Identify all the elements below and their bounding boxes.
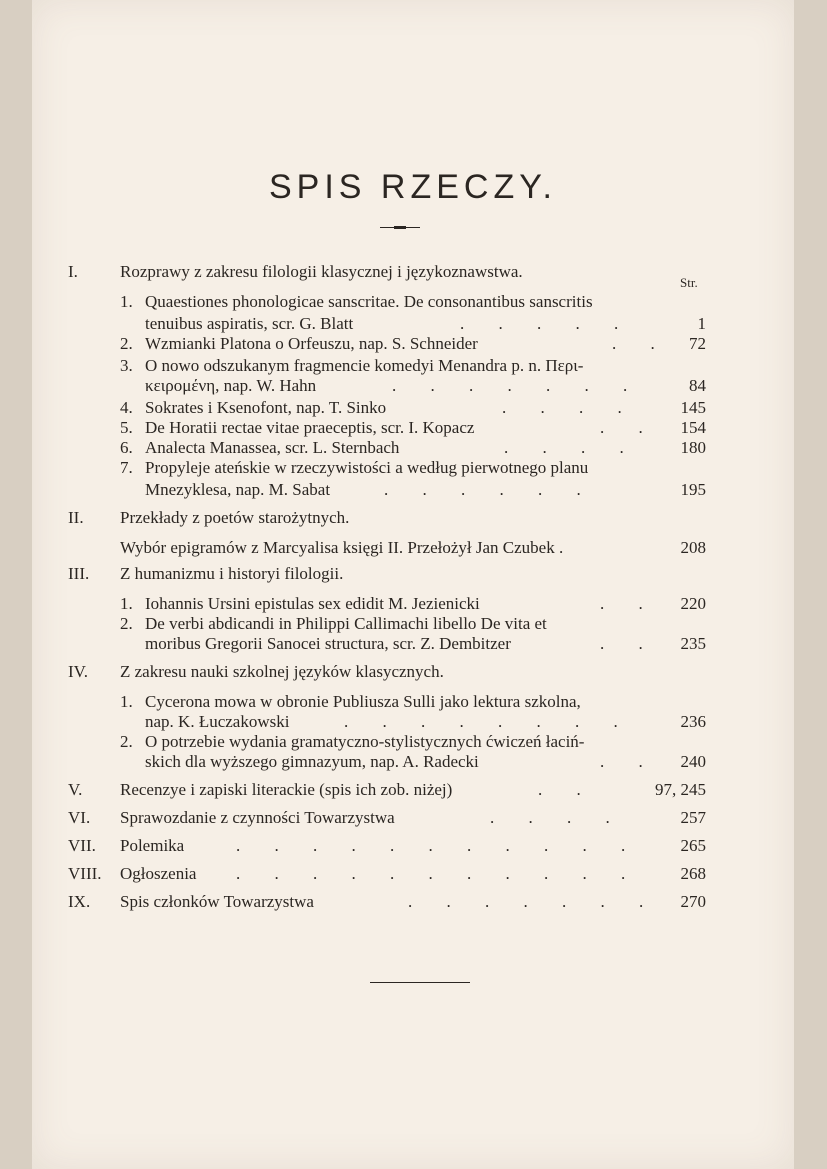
item-title: De Horatii rectae vitae praeceptis, scr. I. Kopacz (145, 418, 475, 437)
item-number: 2. (120, 614, 133, 633)
section-numeral: VI. (68, 808, 91, 827)
item-title-cont: moribus Gregorii Sanocei structura, scr. Z. Dembitzer (145, 634, 511, 653)
item-number: 1. (120, 594, 133, 613)
item-number: 7. (120, 458, 133, 477)
item-title-cont: Mnezyklesa, nap. M. Sabat (145, 480, 331, 499)
item-title: Analecta Manassea, scr. L. Sternbach (145, 438, 400, 457)
page-number: 145 (680, 398, 706, 417)
leader-dots: . . (600, 634, 658, 653)
item-title: O nowo odszukanym fragmencie komedyi Menandra p. n. Περι- (145, 356, 584, 375)
page-number: 268 (680, 864, 706, 883)
section-heading: Przekłady z poetów starożytnych. (120, 508, 350, 527)
page-number: 195 (680, 480, 706, 499)
leader-dots: . . . . . (460, 314, 634, 333)
section-numeral: III. (68, 564, 90, 583)
page-number: 265 (680, 836, 706, 855)
leader-dots: . . . . . . . . . . . (236, 864, 641, 883)
item-title: De verbi abdicandi in Philippi Callimachi libello De vita et (145, 614, 547, 633)
page-number: 235 (680, 634, 706, 653)
page-number: 154 (680, 418, 706, 437)
section-numeral: VII. (68, 836, 96, 855)
leader-dots: . . . . (502, 398, 637, 417)
leader-dots: . . . . . . . (392, 376, 643, 395)
item-number: 3. (120, 356, 133, 375)
section-heading: Z humanizmu i historyi filologii. (120, 564, 344, 583)
section-numeral: VIII. (68, 864, 102, 883)
page-number: 240 (680, 752, 706, 771)
leader-dots: . . . . . . (384, 480, 596, 499)
item-title: Wybór epigramów z Marcyalisa księgi II. Przełożył Jan Czubek . (120, 538, 564, 557)
page-number: 270 (680, 892, 706, 911)
item-title-cont: tenuibus aspiratis, scr. G. Blatt (145, 314, 354, 333)
section-title: Recenzye i zapiski literackie (spis ich zob. niżej) (120, 780, 453, 799)
leader-dots: . . (600, 752, 658, 771)
section-numeral: I. (68, 262, 78, 281)
section-title: Spis członków Towarzystwa (120, 892, 314, 911)
leader-dots: . . . . (490, 808, 625, 827)
leader-dots: . . . . . . . . (344, 712, 633, 731)
item-number: 5. (120, 418, 133, 437)
section-title: Ogłoszenia (120, 864, 197, 883)
page-number: 97, 245 (655, 780, 706, 799)
leader-dots: . . . . . . . . . . . (236, 836, 641, 855)
title-ornament (380, 227, 420, 228)
section-numeral: IV. (68, 662, 88, 681)
leader-dots: . . (538, 780, 596, 799)
page-title: SPIS RZECZY. (269, 168, 557, 206)
page (32, 0, 794, 1169)
leader-dots: . . . . . . . (408, 892, 659, 911)
section-numeral: II. (68, 508, 84, 527)
page-column-label: Str. (680, 275, 698, 290)
item-number: 2. (120, 334, 133, 353)
item-title: Quaestiones phonologicae sanscritae. De consonantibus sanscritis (145, 292, 593, 311)
item-title-cont: nap. K. Łuczakowski (145, 712, 290, 731)
page-number: 180 (680, 438, 706, 457)
item-title: Iohannis Ursini epistulas sex edidit M. Jezienicki (145, 594, 480, 613)
page-number: 1 (697, 314, 706, 333)
closing-rule (370, 982, 470, 983)
page-number: 72 (689, 334, 706, 353)
section-numeral: IX. (68, 892, 91, 911)
item-title: Wzmianki Platona o Orfeuszu, nap. S. Schneider (145, 334, 478, 353)
item-number: 1. (120, 292, 133, 311)
page-number: 208 (680, 538, 706, 557)
page-number: 257 (680, 808, 706, 827)
section-title: Polemika (120, 836, 185, 855)
section-numeral: V. (68, 780, 83, 799)
item-title: O potrzebie wydania gramatyczno-stylistycznych ćwiczeń łaciń- (145, 732, 585, 751)
item-title: Propyleje ateńskie w rzeczywistości a według pierwotnego planu (145, 458, 589, 477)
item-number: 1. (120, 692, 133, 711)
item-number: 2. (120, 732, 133, 751)
item-title-cont: κειρομένη, nap. W. Hahn (145, 376, 317, 395)
item-title: Cycerona mowa w obronie Publiusza Sulli jako lektura szkolna, (145, 692, 581, 711)
item-number: 6. (120, 438, 133, 457)
leader-dots: . . (600, 418, 658, 437)
leader-dots: . . (612, 334, 670, 353)
page-number: 220 (680, 594, 706, 613)
item-title-cont: skich dla wyższego gimnazyum, nap. A. Radecki (145, 752, 479, 771)
section-heading: Z zakresu nauki szkolnej języków klasycznych. (120, 662, 444, 681)
leader-dots: . . (600, 594, 658, 613)
leader-dots: . . . . (504, 438, 639, 457)
item-title: Sokrates i Ksenofont, nap. T. Sinko (145, 398, 387, 417)
page-number: 236 (680, 712, 706, 731)
item-number: 4. (120, 398, 133, 417)
page-number: 84 (689, 376, 706, 395)
section-title: Sprawozdanie z czynności Towarzystwa (120, 808, 395, 827)
section-heading: Rozprawy z zakresu filologii klasycznej i językoznawstwa. (120, 262, 523, 281)
